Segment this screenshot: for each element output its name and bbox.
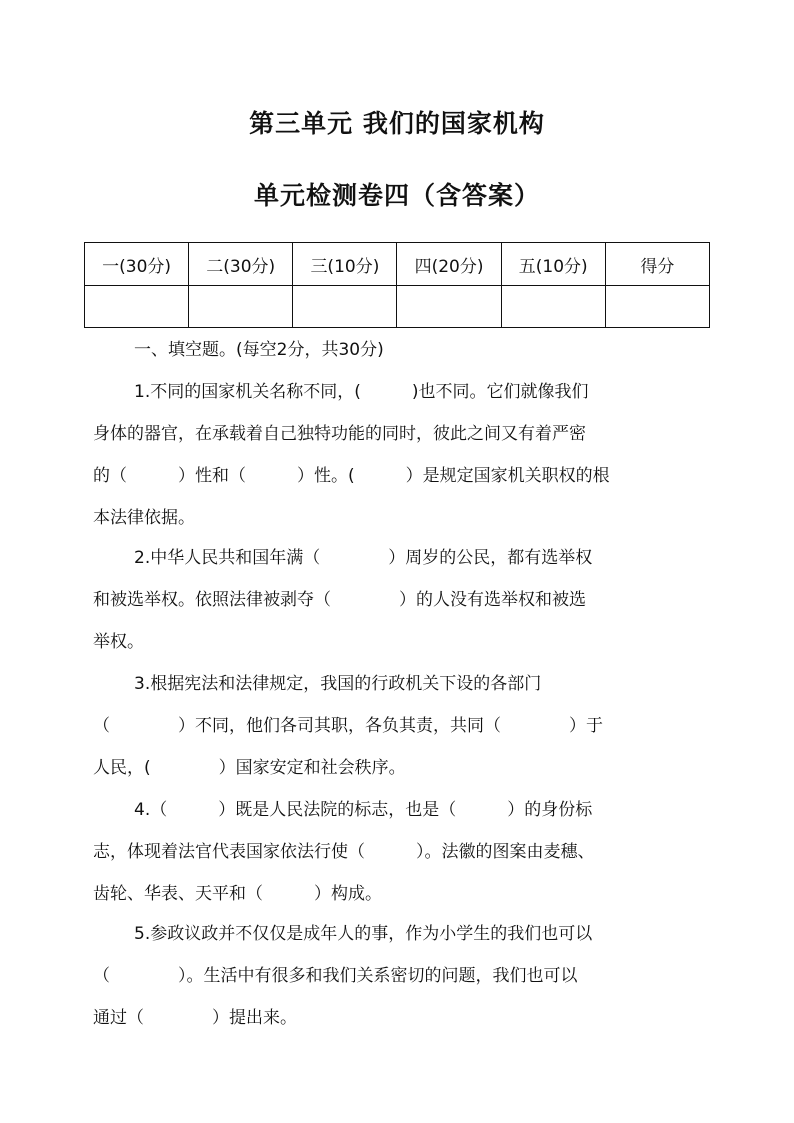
- document-title: 第三单元 我们的国家机构: [249, 109, 545, 138]
- score-header-section-5: 五(10分): [501, 243, 605, 286]
- score-cell-section-5: [501, 286, 605, 328]
- section-heading: 一、填空题。(每空2分，共30分): [134, 340, 384, 360]
- question-4-line-1: 4.（ ）既是人民法院的标志，也是（ ）的身份标: [134, 800, 593, 820]
- question-3-line-1: 3.根据宪法和法律规定，我国的行政机关下设的各部门: [134, 674, 542, 694]
- question-1-line-1: 1.不同的国家机关名称不同，( )也不同。它们就像我们: [134, 382, 589, 402]
- document-subtitle: 单元检测卷四（含答案）: [253, 181, 540, 210]
- question-2-line-3: 举权。: [93, 632, 144, 652]
- question-5-line-1: 5.参政议政并不仅仅是成年人的事，作为小学生的我们也可以: [134, 924, 593, 944]
- question-4-line-2: 志，体现着法官代表国家依法行使（ ）。法徽的图案由麦穗、: [93, 842, 595, 862]
- question-1-line-2: 身体的器官，在承载着自己独特功能的同时，彼此之间又有着严密: [93, 424, 586, 444]
- question-2-line-1: 2.中华人民共和国年满（ ）周岁的公民，都有选举权: [134, 548, 593, 568]
- score-header-section-2: 二(30分): [189, 243, 293, 286]
- score-header-section-4: 四(20分): [397, 243, 501, 286]
- question-2-line-2: 和被选举权。依照法律被剥夺（ ）的人没有选举权和被选: [93, 590, 586, 610]
- score-table-header-row: [85, 243, 710, 286]
- score-cell-total: [605, 286, 709, 328]
- question-3-line-2: （ ）不同，他们各司其职，各负其责，共同（ ）于: [93, 716, 603, 736]
- score-header-section-1: 一(30分): [85, 243, 189, 286]
- score-cell-section-1: [85, 286, 189, 328]
- question-5-line-3: 通过（ ）提出来。: [93, 1008, 297, 1028]
- score-cell-section-3: [293, 286, 397, 328]
- score-table-value-row: [85, 286, 710, 328]
- question-5-line-2: （ ）。生活中有很多和我们关系密切的问题，我们也可以: [93, 966, 578, 986]
- score-cell-section-2: [189, 286, 293, 328]
- question-4-line-3: 齿轮、华表、天平和（ ）构成。: [93, 884, 382, 904]
- question-1-line-3: 的（ ）性和（ ）性。( ）是规定国家机关职权的根: [93, 466, 610, 486]
- question-3-line-3: 人民，( ）国家安定和社会秩序。: [93, 758, 406, 778]
- score-cell-section-4: [397, 286, 501, 328]
- question-1-line-4: 本法律依据。: [93, 508, 195, 528]
- score-header-section-3: 三(10分): [293, 243, 397, 286]
- score-table: [84, 242, 710, 328]
- score-header-total: 得分: [605, 243, 709, 286]
